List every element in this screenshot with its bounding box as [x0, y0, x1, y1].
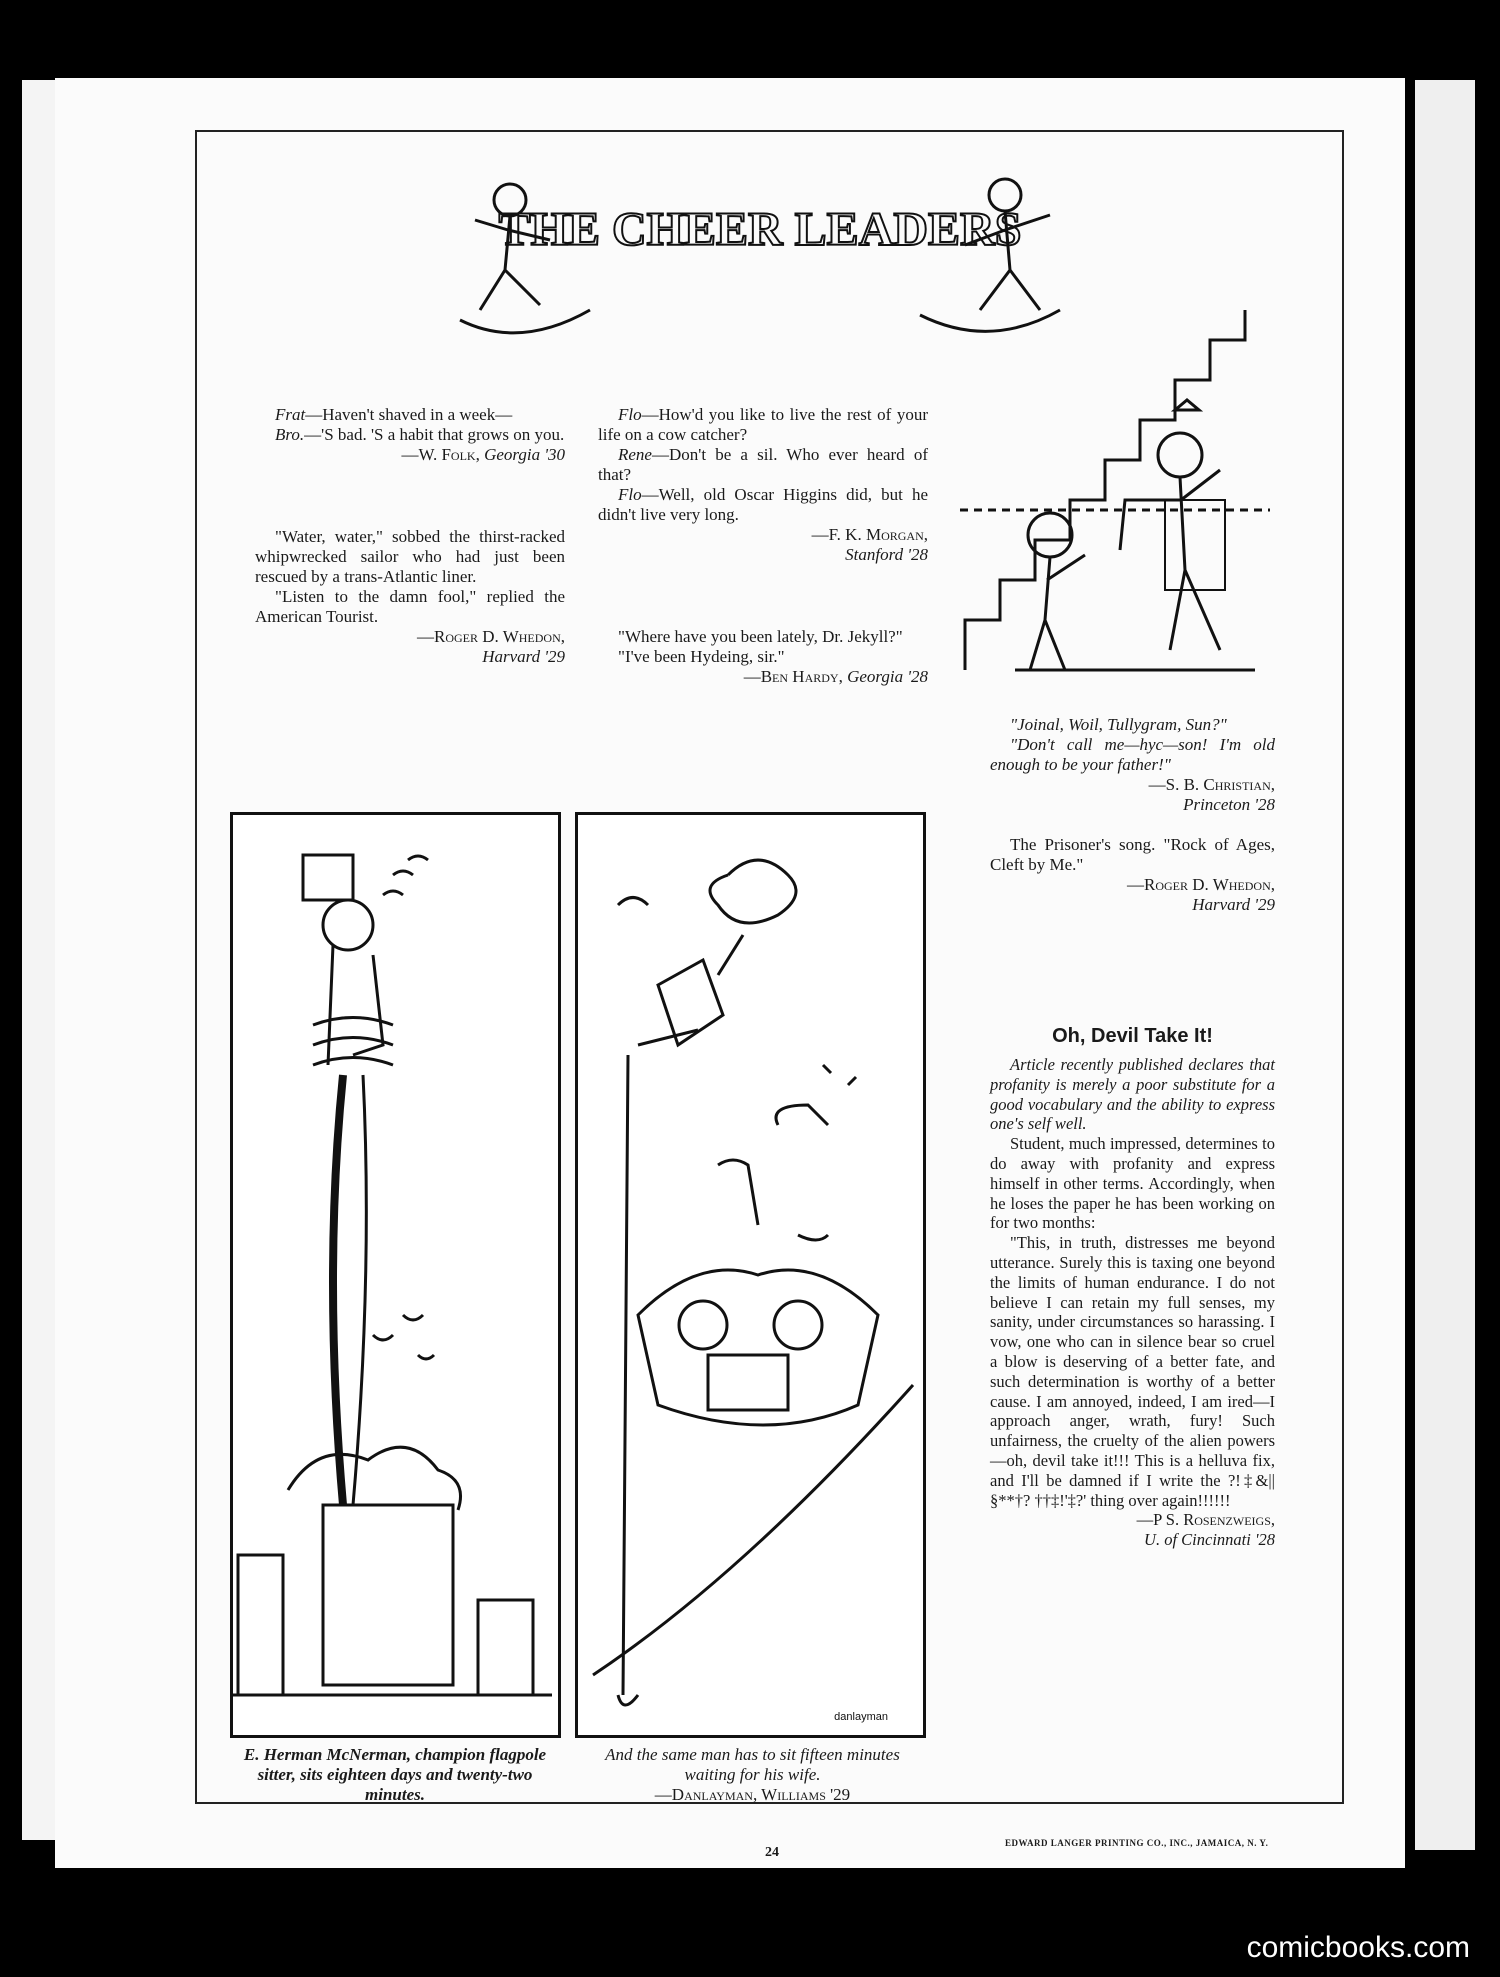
page-number: 24 [765, 1845, 779, 1860]
caption-flagpole: E. Herman McNerman, champion flagpole sitter, sits eighteen days and twenty-two minutes. [243, 1745, 547, 1804]
credit-school: Stanford '28 [845, 545, 928, 564]
joke-paragraph: "Water, water," sobbed the thirst-racked whipwrecked sailor who had just been rescued by a trans-Atlantic liner. [255, 527, 565, 586]
credit-school: Georgia '30 [484, 445, 565, 464]
next-page-edge [1415, 80, 1475, 1850]
joke-paragraph: "I've been Hydeing, sir." [618, 647, 785, 666]
credit-school: U. of Cincinnati '28 [1144, 1530, 1275, 1550]
column-3 [990, 715, 1275, 915]
credit-name: —W. Folk, [401, 445, 480, 464]
cartoon-caption: "Don't call me—hyc—son! I'm old enough to be your father!" [990, 735, 1275, 774]
caption-credit: —Danlayman, Williams '29 [654, 1785, 851, 1804]
devil-article [990, 1055, 1275, 1550]
caption-wife-text: And the same man has to sit fifteen minutes waiting for his wife. [605, 1745, 900, 1784]
title-lettering: THE CHEER LEADERS [498, 203, 1022, 256]
caption-wife [580, 1745, 925, 1805]
speaker: Bro. [275, 425, 305, 444]
speaker: Frat [275, 405, 306, 424]
credit-school: Harvard '29 [482, 647, 565, 666]
credit-name: —F. K. Morgan, [811, 525, 928, 544]
cartoon-panel-flagpole [230, 812, 561, 1738]
credit-name: —Roger D. Whedon, [416, 627, 565, 646]
artist-signature: danlayman [834, 1711, 888, 1723]
speaker: Rene [618, 445, 652, 464]
credit-name: —Roger D. Whedon, [1126, 875, 1275, 894]
article-intro: Article recently published declares that profanity is merely a poor substitute for a good vocabulary and the ability to express one's self well. [990, 1055, 1275, 1134]
joke-text: —'S bad. 'S a habit that grows on you. [304, 425, 565, 444]
credit-name: —Ben Hardy, [743, 667, 843, 686]
article-heading: Oh, Devil Take It! [1052, 1025, 1213, 1047]
newsboy-cartoon [955, 300, 1275, 710]
site-watermark: comicbooks.com [1246, 1931, 1470, 1964]
speaker: Flo [618, 405, 642, 424]
joke-paragraph: "Listen to the damn fool," replied the American Tourist. [255, 587, 565, 626]
joke-text: —Don't be a sil. Who ever heard of that? [598, 445, 928, 484]
speaker: Flo [618, 485, 642, 504]
column-2 [598, 405, 928, 687]
joke-paragraph: "Where have you been lately, Dr. Jekyll?" [618, 627, 903, 646]
joke-text: —Haven't shaved in a week— [305, 405, 513, 424]
credit-school: Princeton '28 [1183, 795, 1275, 814]
article-paragraph: Student, much impressed, determines to do away with profanity and express himself in other terms. Accordingly, when he loses the paper he has been working on for two months: [990, 1134, 1275, 1233]
joke-paragraph: The Prisoner's song. "Rock of Ages, Cleft by Me." [990, 835, 1275, 874]
printer-credit: EDWARD LANGER PRINTING CO., INC., JAMAICA, N. Y. [1005, 1838, 1269, 1848]
credit-name: —S. B. Christian, [1148, 775, 1275, 794]
cartoon-panel-car [575, 812, 926, 1738]
cartoon-caption: "Joinal, Woil, Tullygram, Sun?" [1010, 715, 1227, 734]
credit-school: Harvard '29 [1192, 895, 1275, 914]
joke-text: —How'd you like to live the rest of your life on a cow catcher? [598, 405, 928, 444]
joke-text: —Well, old Oscar Higgins did, but he didn't live very long. [598, 485, 928, 524]
credit-school: Georgia '28 [847, 667, 928, 686]
column-1 [255, 405, 565, 667]
article-paragraph: "This, in truth, distresses me beyond utterance. Surely this is taxing one beyond the limits of human endurance. I do not believe I can retain my full senses, my sanity, under circumstances so harassing. I vow, one who can in silence bear so cruel a blow is deserving of a better fate, and such determination is worthy of a better cause. I am annoyed, indeed, I am ired—I approach anger, wrath, fury! Such unfairness, the cruelty of the alien powers—oh, devil take it!!! This is a helluva fix, and I'll be damned if I write the ?!‡&||§**†? ††‡!'‡?' thing over again!!!!!! [990, 1233, 1275, 1510]
credit-name: —P S. Rosenzweigs, [1136, 1510, 1275, 1530]
